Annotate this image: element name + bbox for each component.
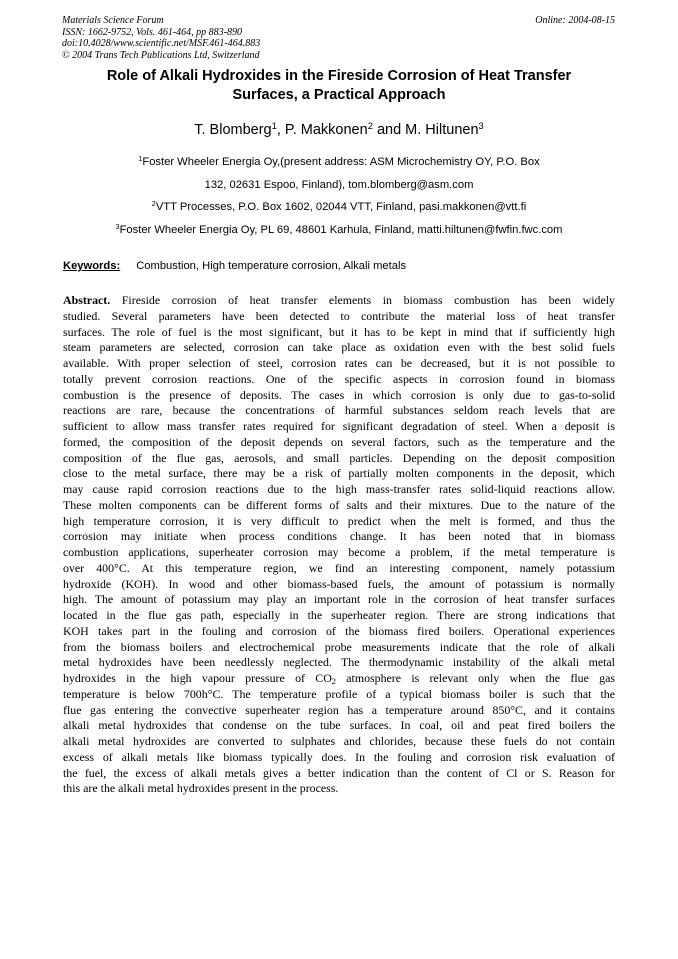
title-line-1: Role of Alkali Hydroxides in the Fireside Corrosion of Heat Transfer (106, 68, 572, 84)
abstract-text: hydroxides in the high vapour pressure of CO (63, 671, 332, 685)
online-date: Online: 2004-08-15 (535, 15, 615, 26)
abstract-line: combustion is the presence of deposits. The cases in which corrosion is only due to gas-to-solid (63, 387, 615, 402)
doi-line: doi:10.4028/www.scientific.net/MSF.461-464.883 (62, 38, 261, 49)
affiliation-2 (62, 196, 616, 219)
abstract-line: studied. Several parameters have been detected to contribute the material loss of heat transfer (63, 308, 615, 323)
abstract-line: alkali metal hydroxides that condense on the tube surfaces. In coal, oil and peat fired boilers the (63, 718, 615, 733)
affiliation-text: Foster Wheeler Energia Oy,(present address: ASM Microchemistry OY, P.O. Box (142, 156, 540, 168)
affiliation-text: Foster Wheeler Energia Oy, PL 69, 48601 Karhula, Finland, matti.hiltunen@fwfin.fwc.com (119, 223, 563, 236)
author-name: T. Blomberg (194, 122, 272, 138)
abstract-line: available. With proper selection of steel, corrosion rates can be decreased, but it is not possible to (63, 356, 615, 370)
keywords-value: Combustion, High temperature corrosion, Alkali metals (136, 260, 407, 272)
abstract-section (63, 293, 615, 797)
abstract-line: KOH takes part in the fouling and corrosion of the biomass fired boilers. Operational experiences (63, 623, 615, 638)
title-line-2: Surfaces, a Practical Approach (232, 87, 446, 103)
subscript: 2 (331, 677, 336, 687)
abstract-line: close to the metal surface, there may be a risk of partially molten components in the deposit, which (63, 466, 615, 481)
abstract-line: high. The amount of potassium may play an important role in the corrosion of heat transfer surfaces (63, 592, 615, 607)
abstract-line: alkali metal hydroxides are converted to sulphates and chlorides, because these fuels do not contain (63, 734, 615, 748)
author-name: M. Hiltunen (405, 122, 479, 138)
abstract-line: high temperature corrosion, it is very difficult to predict when the melt is formed, and thus the (63, 513, 615, 528)
issn-line: ISSN: 1662-9752, Vols. 461-464, pp 883-890 (62, 26, 242, 38)
abstract-line: flue gas entering the convective superheater region has a temperature around 850°C, and it contains (63, 702, 615, 717)
abstract-line: this are the alkali metal hydroxides present in the process. (63, 781, 339, 796)
abstract-line: formed, the composition of the deposit depends on several factors, such as the temperature and the (63, 434, 615, 449)
keywords-section (63, 259, 406, 274)
journal-header (62, 15, 260, 61)
abstract-line (63, 293, 615, 309)
affiliation-1 (62, 151, 616, 174)
affiliation-text: VTT Processes, P.O. Box 1602, 02044 VTT, Finland, pasi.makkonen@vtt.fi (155, 201, 527, 213)
abstract-line: corrosion may initiate when process conditions change. It has been noted that in biomass (63, 529, 615, 544)
author-list (62, 121, 616, 139)
abstract-line: These molten components can be different forms of salts and their mixtures. Due to the nature of the (63, 497, 615, 512)
paper-title (62, 67, 616, 105)
author-separator: , (276, 122, 285, 138)
author-affil-marker: 2 (367, 119, 373, 131)
affil-marker: 1 (138, 154, 143, 163)
abstract-line: surfaces. The role of fuel is the most significant, but it has to be kept in mind that if sufficiently high (63, 324, 615, 339)
author-affil-marker: 1 (271, 119, 277, 131)
abstract-line: metal hydroxides have been needlessly neglected. The thermodynamic instability of the alkali metal (63, 655, 615, 670)
abstract-line: totally prevent corrosion reactions. One of the specific aspects in corrosion found in biomass (63, 371, 615, 386)
abstract-line: may cause rapid corrosion reactions due to the high mass-transfer rates solid-liquid reactions allow. (63, 482, 615, 496)
abstract-line: hydroxide (KOH). In wood and other biomass-based fuels, the amount of potassium is normally (63, 576, 615, 591)
copyright-line: © 2004 Trans Tech Publications Ltd, Switzerland (62, 49, 260, 61)
affiliation-1-cont: 132, 02631 Espoo, Finland), tom.blomberg@asm.com (204, 178, 474, 191)
abstract-label: Abstract. (63, 293, 111, 307)
author-affil-marker: 3 (478, 119, 484, 131)
abstract-line: located in the flue gas path, especially in the superheater region. There are strong indications that (63, 608, 615, 622)
abstract-line: temperature is below 700h°C. The temperature profile of a typical biomass boiler is such that the (63, 686, 615, 701)
abstract-line: steam parameters are selected, corrosion can take place as oxidation even with the best solid fuels (63, 340, 615, 355)
abstract-line (63, 671, 615, 687)
abstract-text: atmosphere is relevant only when the flue gas (335, 671, 615, 685)
abstract-line: over 400°C. At this temperature region, we find an interesting component, namely potassium (63, 560, 615, 575)
abstract-line: from the biomass boilers and electrochemical probe measurements indicate that the role of alkali (63, 639, 615, 654)
author-name: P. Makkonen (284, 122, 368, 138)
abstract-text: Fireside corrosion of heat transfer elements in biomass combustion has been widely (121, 293, 615, 307)
affil-marker: 2 (151, 199, 156, 208)
author-separator: and (372, 122, 406, 138)
abstract-line: reactions are rare, because the concentrations of harmful substances seldom reach levels that are (63, 403, 615, 418)
affiliations (62, 151, 616, 241)
journal-name: Materials Science Forum (62, 15, 164, 26)
affiliation-3 (62, 219, 616, 242)
abstract-line: combustion applications, superheater corrosion may become a problem, if the metal temperature is (63, 545, 615, 559)
affil-marker: 3 (115, 221, 120, 231)
abstract-line: excess of alkali metals like biomass typically does. In the fouling and corrosion risk evaluation of (63, 749, 615, 764)
abstract-line: composition of the flue gas, aerosols, and small particles. Depending on the deposit composition (63, 450, 615, 465)
abstract-line: sufficient to allow mass transfer rates required for significant degradation of steel. When a deposit is (63, 419, 615, 433)
abstract-line: the fuel, the excess of alkali metals gives a better indication than the content of Cl or S. Reason for (63, 765, 615, 780)
keywords-label: Keywords: (63, 260, 121, 272)
